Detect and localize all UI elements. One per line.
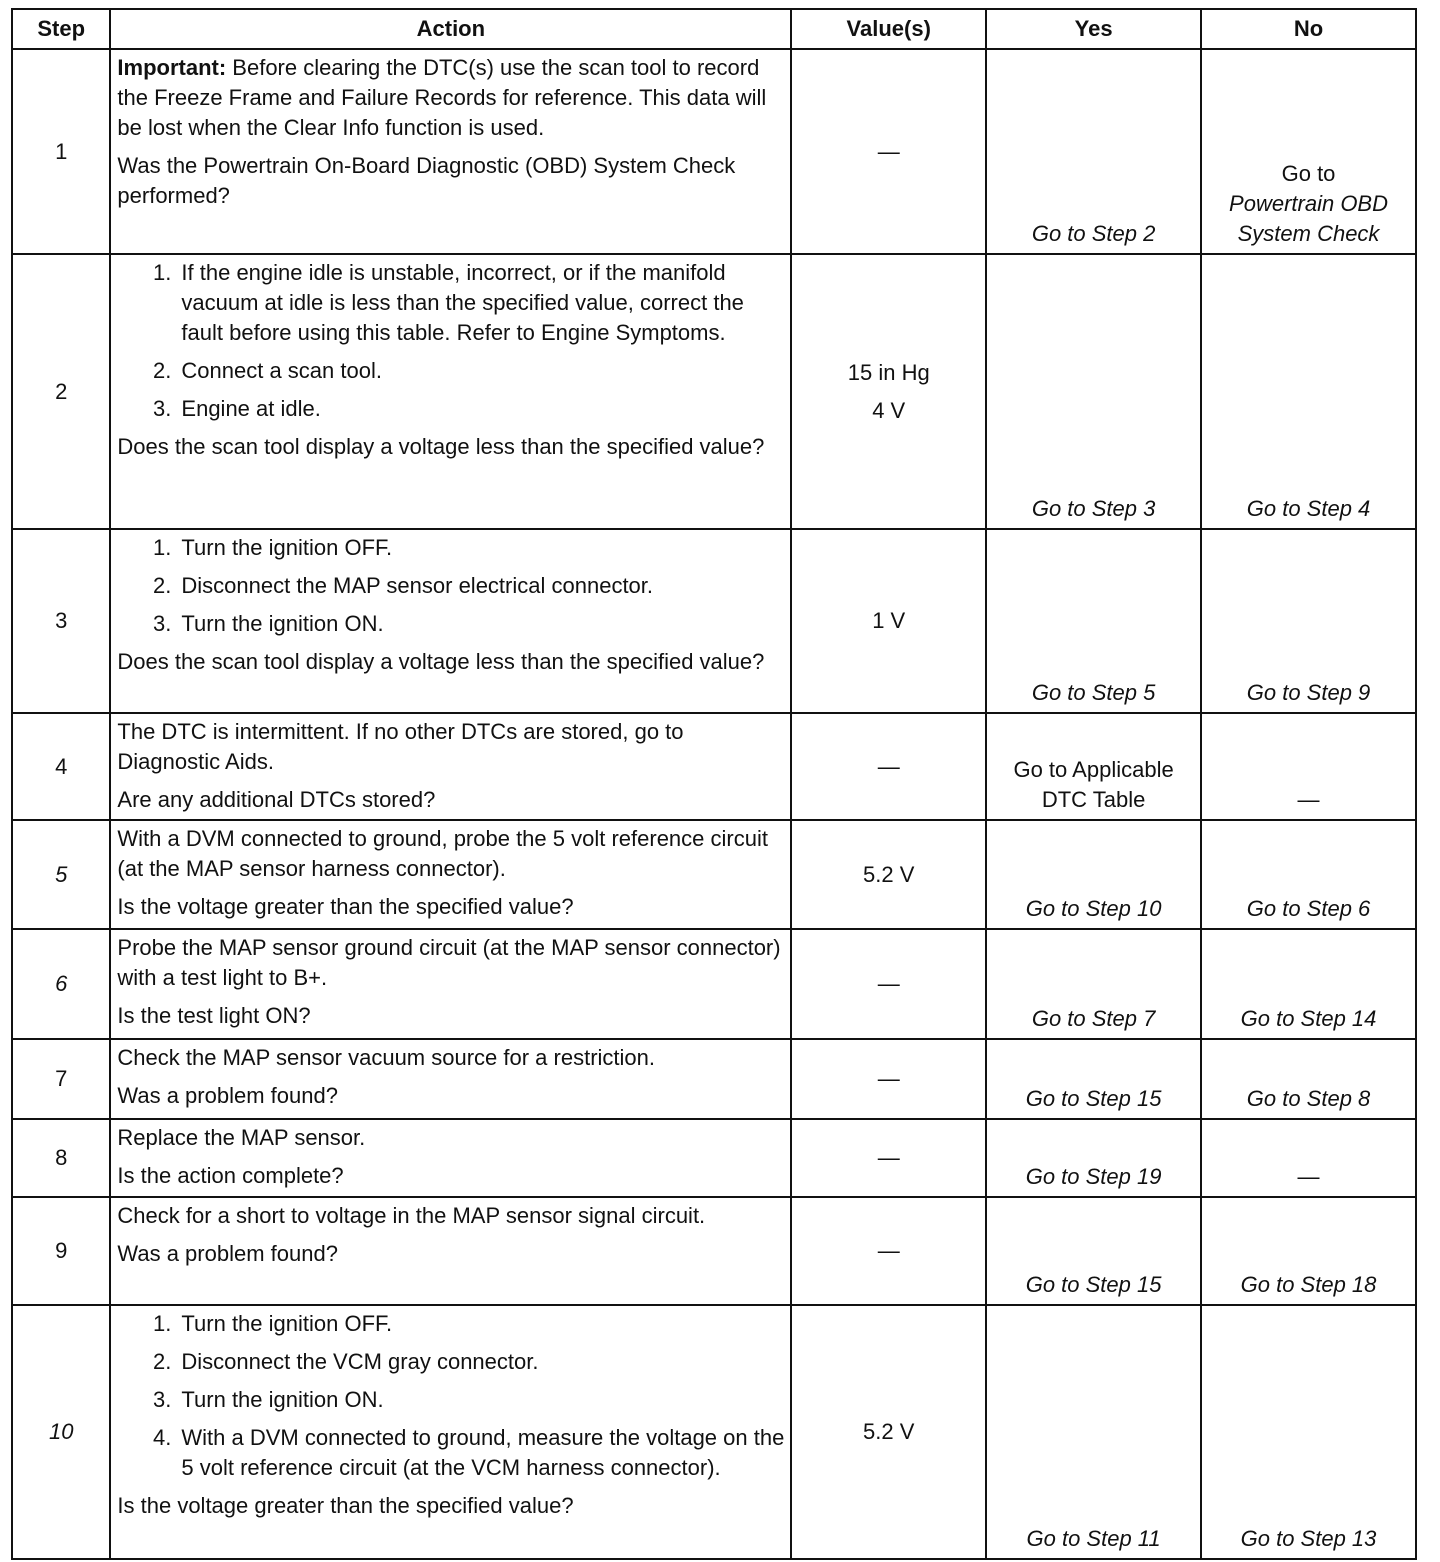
value: —: [877, 1145, 900, 1170]
action-list: [117, 258, 784, 424]
action-question: Was a problem found?: [117, 1083, 338, 1108]
action-question: Is the voltage greater than the specified value?: [117, 894, 574, 919]
step-number-text: 6: [55, 971, 68, 996]
yes-cell: [986, 529, 1201, 713]
list-number: 4.: [153, 1425, 172, 1450]
action-question: Was a problem found?: [117, 1241, 338, 1266]
value-cell: [791, 1305, 986, 1559]
list-number: 3.: [153, 611, 172, 636]
no-goto: Go to Step 8: [1246, 1086, 1371, 1111]
yes-cell: [986, 1305, 1201, 1559]
no-goto: Go to Step 14: [1240, 1006, 1377, 1031]
list-number: 2.: [153, 1349, 172, 1374]
list-item: [117, 258, 784, 348]
action-text: Check the MAP sensor vacuum source for a restriction.: [117, 1045, 655, 1070]
list-item: [117, 1309, 784, 1339]
action-text: With a DVM connected to ground, probe the 5 volt reference circuit (at the MAP sensor harness connector).: [117, 826, 768, 881]
list-item: [117, 1423, 784, 1483]
list-text: Turn the ignition ON.: [181, 611, 384, 636]
step-number-text: 10: [48, 1419, 74, 1444]
table-row-step-2: [12, 254, 1416, 529]
value: 1 V: [872, 608, 906, 633]
list-item: [117, 1347, 784, 1377]
action-cell: [110, 254, 791, 529]
no-goto: —: [1297, 787, 1320, 812]
action-text: Probe the MAP sensor ground circuit (at the MAP sensor connector) with a test light to B+.: [117, 935, 781, 990]
table-row-step-1: [12, 49, 1416, 254]
action-question: Are any additional DTCs stored?: [117, 787, 436, 812]
list-text: With a DVM connected to ground, measure the voltage on the 5 volt reference circuit (at the VCM harness connector).: [181, 1425, 785, 1480]
list-number: 1.: [153, 260, 172, 285]
table-row-step-4: [12, 713, 1416, 820]
header-yes: Yes: [986, 9, 1201, 49]
value: —: [877, 138, 900, 164]
value: —: [877, 753, 900, 779]
action-cell: [110, 713, 791, 820]
no-cell: [1201, 254, 1416, 529]
no-cell: [1201, 1119, 1416, 1197]
table-row-step-6: [12, 929, 1416, 1039]
list-text: Turn the ignition ON.: [181, 1387, 384, 1412]
yes-goto: Go to Step 19: [1025, 1164, 1162, 1189]
header-action: Action: [110, 9, 791, 49]
list-text: Connect a scan tool.: [181, 358, 382, 383]
list-item: [117, 1385, 784, 1415]
action-text: The DTC is intermittent. If no other DTCs are stored, go to Diagnostic Aids.: [117, 719, 684, 774]
value-cell: [791, 1039, 986, 1119]
list-number: 3.: [153, 396, 172, 421]
yes-cell: [986, 820, 1201, 929]
no-goto-prefix: Go to: [1281, 161, 1336, 186]
step-number: [12, 1305, 110, 1559]
header-no: No: [1201, 9, 1416, 49]
value: 5.2 V: [863, 861, 915, 887]
header-row: [12, 9, 1416, 49]
no-goto: Go to Step 18: [1240, 1272, 1377, 1297]
table-row-step-9: [12, 1197, 1416, 1305]
table-row-step-7: [12, 1039, 1416, 1119]
step-number: 2: [12, 254, 110, 529]
list-number: 1.: [153, 535, 172, 560]
no-cell: [1201, 820, 1416, 929]
important-text: Before clearing the DTC(s) use the scan tool to record the Freeze Frame and Failure Records for reference. This data will be lost when the Clear Info function is used.: [117, 55, 767, 140]
yes-cell: [986, 929, 1201, 1039]
action-question: Is the action complete?: [117, 1163, 344, 1188]
yes-goto: Go to Step 15: [1025, 1272, 1162, 1297]
action-question: Is the voltage greater than the specified value?: [117, 1493, 574, 1518]
no-goto: Go to Step 6: [1246, 896, 1371, 921]
list-item: [117, 609, 784, 639]
yes-goto: Go to Step 7: [1031, 1006, 1156, 1031]
yes-goto: Go to Step 5: [1031, 680, 1156, 705]
list-number: 3.: [153, 1387, 172, 1412]
action-cell: [110, 1197, 791, 1305]
value-cell: [791, 529, 986, 713]
value: 5.2 V: [863, 1419, 915, 1444]
diagnostic-table: [11, 8, 1417, 1560]
action-text: Check for a short to voltage in the MAP sensor signal circuit.: [117, 1203, 706, 1228]
no-cell: [1201, 1039, 1416, 1119]
list-text: Disconnect the MAP sensor electrical connector.: [181, 573, 654, 598]
action-list: [117, 1309, 784, 1483]
yes-goto: Go to Step 10: [1025, 896, 1162, 921]
yes-cell: [986, 1119, 1201, 1197]
list-number: 2.: [153, 358, 172, 383]
table-row-step-10: [12, 1305, 1416, 1559]
yes-goto: Go to Applicable DTC Table: [1013, 757, 1174, 812]
list-item: [117, 394, 784, 424]
action-question: Was the Powertrain On-Board Diagnostic (OBD) System Check performed?: [117, 153, 736, 208]
value: —: [877, 971, 900, 996]
action-question: Is the test light ON?: [117, 1003, 311, 1028]
no-cell: [1201, 713, 1416, 820]
value: 15 in Hg: [847, 359, 930, 385]
step-number: 3: [12, 529, 110, 713]
action-cell: [110, 1119, 791, 1197]
value-cell: [791, 49, 986, 254]
action-cell: [110, 820, 791, 929]
step-number: 4: [12, 713, 110, 820]
action-cell: [110, 49, 791, 254]
list-text: If the engine idle is unstable, incorrect, or if the manifold vacuum at idle is less than the specified value, correct the fault before using this table. Refer to Engine Symptoms.: [181, 260, 744, 345]
list-item: [117, 571, 784, 601]
value-cell: [791, 929, 986, 1039]
yes-goto: Go to Step 2: [1031, 221, 1156, 246]
no-cell: [1201, 1305, 1416, 1559]
value-cell: [791, 1197, 986, 1305]
list-item: [117, 356, 784, 386]
action-question: Does the scan tool display a voltage less than the specified value?: [117, 434, 765, 459]
important-note: [117, 53, 784, 143]
yes-cell: [986, 1197, 1201, 1305]
step-number-text: 5: [55, 861, 68, 887]
action-question: Does the scan tool display a voltage less than the specified value?: [117, 649, 765, 674]
no-cell: [1201, 1197, 1416, 1305]
value-cell: [791, 254, 986, 529]
yes-goto: Go to Step 3: [1031, 496, 1156, 521]
list-number: 2.: [153, 573, 172, 598]
step-number: [12, 820, 110, 929]
action-cell: [110, 929, 791, 1039]
list-text: Engine at idle.: [181, 396, 321, 421]
no-goto-link: Powertrain OBD System Check: [1229, 191, 1388, 246]
step-number: 1: [12, 49, 110, 254]
step-number: 7: [12, 1039, 110, 1119]
yes-cell: [986, 254, 1201, 529]
no-cell: [1201, 929, 1416, 1039]
action-list: [117, 533, 784, 639]
action-cell: [110, 1039, 791, 1119]
step-number: [12, 929, 110, 1039]
value: —: [877, 1238, 900, 1263]
list-item: [117, 533, 784, 563]
list-text: Disconnect the VCM gray connector.: [181, 1349, 539, 1374]
table-row-step-8: [12, 1119, 1416, 1197]
no-goto: Go to Step 4: [1246, 496, 1371, 521]
header-values: Value(s): [791, 9, 986, 49]
list-text: Turn the ignition OFF.: [181, 1311, 393, 1336]
value-cell: [791, 1119, 986, 1197]
action-cell: [110, 529, 791, 713]
yes-cell: [986, 713, 1201, 820]
value: —: [877, 1066, 900, 1091]
no-goto: Go to Step 9: [1246, 680, 1371, 705]
step-number: 9: [12, 1197, 110, 1305]
no-goto: —: [1297, 1164, 1320, 1189]
action-text: Replace the MAP sensor.: [117, 1125, 366, 1150]
value: 4 V: [872, 397, 906, 423]
yes-goto: Go to Step 15: [1025, 1086, 1162, 1111]
table-row-step-3: [12, 529, 1416, 713]
value-cell: [791, 820, 986, 929]
list-text: Turn the ignition OFF.: [181, 535, 393, 560]
action-cell: [110, 1305, 791, 1559]
no-goto: Go to Step 13: [1240, 1526, 1377, 1551]
step-number: 8: [12, 1119, 110, 1197]
no-cell: [1201, 529, 1416, 713]
table-row-step-5: [12, 820, 1416, 929]
yes-cell: [986, 49, 1201, 254]
yes-cell: [986, 1039, 1201, 1119]
list-number: 1.: [153, 1311, 172, 1336]
no-cell: [1201, 49, 1416, 254]
yes-goto: Go to Step 11: [1026, 1526, 1161, 1551]
value-cell: [791, 713, 986, 820]
important-label: Important:: [117, 55, 227, 80]
header-step: Step: [12, 9, 110, 49]
